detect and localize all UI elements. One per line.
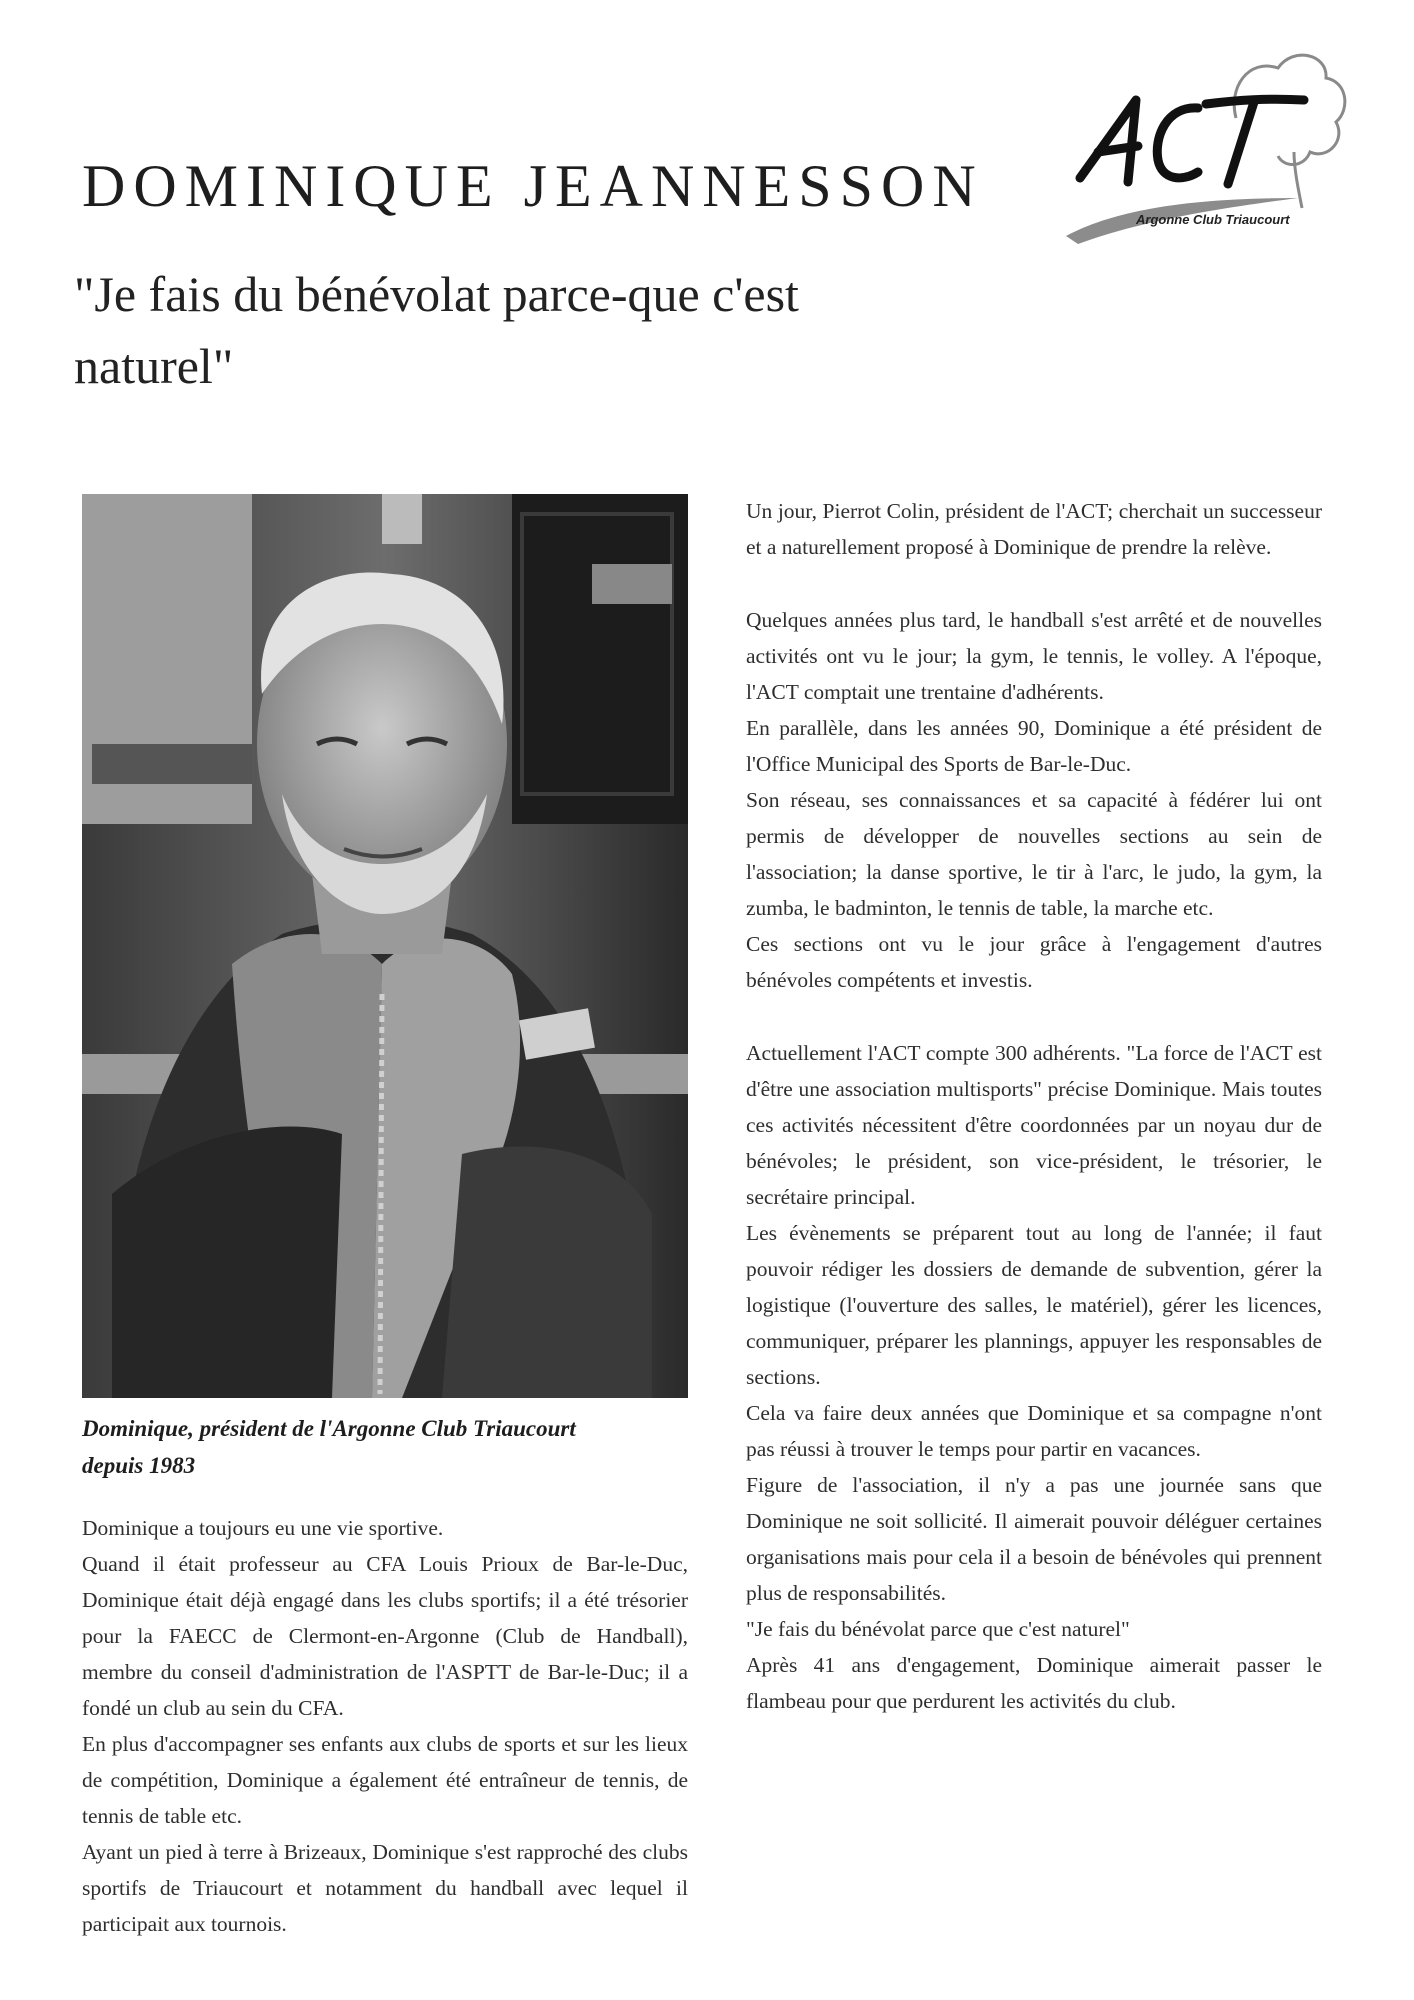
left-column-text [82,1510,688,1942]
portrait-illustration [82,494,688,1398]
paragraph: Figure de l'association, il n'y a pas une journée sans que Dominique ne soit sollicité. Il aimerait pouvoir déléguer certaines organisations mais pour cela il a besoin de bénévoles qui prennent plus de responsabilités. [746,1473,1322,1605]
paragraph: Actuellement l'ACT compte 300 adhérents. "La force de l'ACT est d'être une association multisports" précise Dominique. Mais toutes ces activités nécessitent d'être coordonnées par un noyau dur de bénévoles; le président, son vice-président, le trésorier, le secrétaire principal. [746,1041,1322,1209]
paragraph-gap [746,998,1322,1035]
caption-line1: Dominique, président de l'Argonne Club Triaucourt [82,1416,576,1441]
paragraph: Ces sections ont vu le jour grâce à l'engagement d'autres bénévoles compétents et investis. [746,932,1322,992]
paragraph: "Je fais du bénévolat parce que c'est naturel" [746,1617,1130,1641]
paragraph: Quelques années plus tard, le handball s'est arrêté et de nouvelles activités ont vu le jour; la gym, le tennis, le volley. A l'époque, l'ACT comptait une trentaine d'adhérents. [746,608,1322,704]
tree-trunk-icon [1294,152,1302,208]
paragraph: En parallèle, dans les années 90, Dominique a été président de l'Office Municipal des Sports de Bar-le-Duc. [746,716,1322,776]
paragraph: Après 41 ans d'engagement, Dominique aimerait passer le flambeau pour que perdurent les activités du club. [746,1653,1322,1713]
paragraph-gap [746,565,1322,602]
headline-quote-line1: "Je fais du bénévolat parce-que c'est [74,266,799,322]
paragraph: Quand il était professeur au CFA Louis Prioux de Bar-le-Duc, Dominique était déjà engagé dans les clubs sportifs; il a été trésorier pour la FAECC de Clermont-en-Argonne (Club de Handball), membre du conseil d'administration de l'ASPTT de Bar-le-Duc; il a fondé un club au sein du CFA. [82,1552,688,1720]
caption-line2: depuis 1983 [82,1453,196,1478]
paragraph: Ayant un pied à terre à Brizeaux, Dominique s'est rapproché des clubs sportifs de Triaucourt et notamment du handball avec lequel il participait aux tournois. [82,1840,688,1936]
headline-quote-line2: naturel" [74,338,234,394]
paragraph: En plus d'accompagner ses enfants aux clubs de sports et sur les lieux de compétition, Dominique a également été entraîneur de tennis, de tennis de table etc. [82,1732,688,1828]
act-logo [1058,48,1350,270]
act-logo-graphic [1058,48,1350,270]
paragraph: Son réseau, ses connaissances et sa capacité à fédérer lui ont permis de développer de nouvelles sections au sein de l'association; la danse sportive, le tir à l'arc, le judo, la gym, la zumba, le badminton, le tennis de table, la marche etc. [746,788,1322,920]
paragraph: Les évènements se préparent tout au long de l'année; il faut pouvoir rédiger les dossiers de demande de subvention, gérer la logistique (l'ouverture des salles, le matériel), gérer les licences, communiquer, préparer les plannings, appuyer les responsables de sections. [746,1221,1322,1389]
headline-quote [74,258,974,402]
photo-caption [82,1410,688,1484]
portrait-photo [82,494,688,1398]
logo-subtitle: Argonne Club Triaucourt [1136,212,1290,227]
page-title: DOMINIQUE JEANNESSON [82,153,984,219]
right-column-text [746,493,1322,1719]
paragraph: Cela va faire deux années que Dominique et sa compagne n'ont pas réussi à trouver le temps pour partir en vacances. [746,1401,1322,1461]
paragraph: Dominique a toujours eu une vie sportive. [82,1516,444,1540]
act-letters-icon [1080,99,1304,184]
paragraph: Un jour, Pierrot Colin, président de l'ACT; cherchait un successeur et a naturellement proposé à Dominique de prendre la relève. [746,499,1322,559]
